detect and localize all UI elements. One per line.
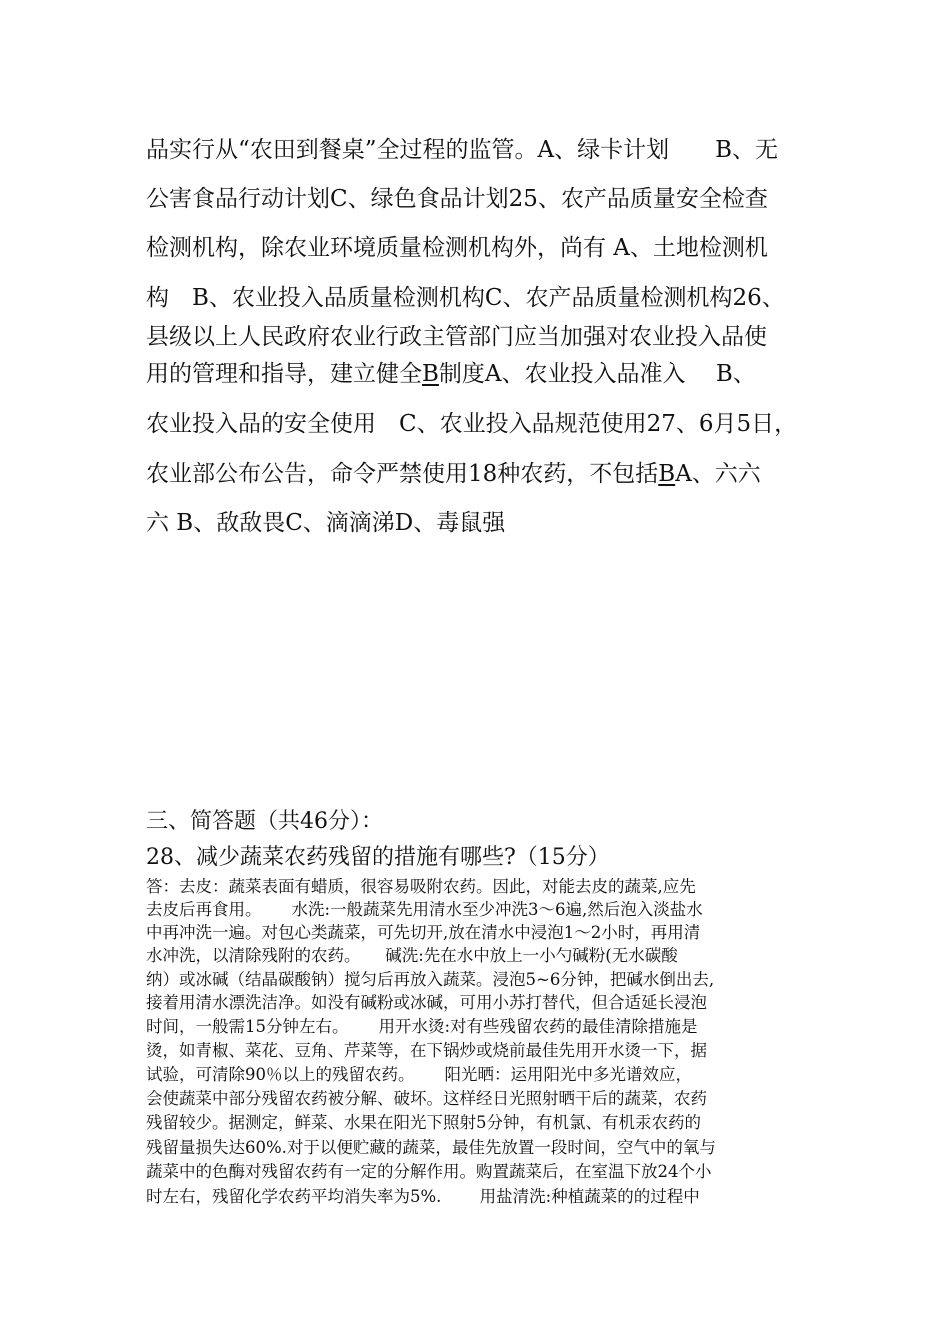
answer-blank-26: B bbox=[422, 361, 439, 387]
answer-line: 试验，可清除90％以上的残留农药。 阳光晒：运用阳光中多光谱效应， bbox=[146, 1065, 692, 1084]
question-line-1: 品实行从“农田到餐桌”全过程的监管。A、绿卡计划 B、无 bbox=[146, 137, 779, 163]
question-line-6-options: 制度A、农业投入品准入 B、 bbox=[438, 361, 756, 387]
question-line-3: 检测机构，除农业环境质量检测机构外，尚有 A、土地检测机 bbox=[146, 235, 768, 261]
question-line-2: 公害食品行动计划C、绿色食品计划25、农产品质量安全检查 bbox=[146, 186, 768, 212]
question-line-7: 农业投入品的安全使用 C、农业投入品规范使用27、6月5日， bbox=[146, 411, 798, 437]
answer-line: 水冲洗，以清除残附的农药。 碱洗:先在水中放上一小勺碱粉(无水碳酸 bbox=[146, 946, 678, 965]
question-line-6-text: 用的管理和指导，建立健全 bbox=[146, 361, 422, 387]
question-line-8-options: A、六六 bbox=[675, 461, 761, 487]
question-line-9: 六 B、敌敌畏C、滴滴涕D、毒鼠强 bbox=[146, 510, 506, 536]
question-line-8-text: 农业部公布公告，命令严禁使用18种农药，不包括 bbox=[146, 461, 659, 487]
question-line-8 bbox=[146, 459, 761, 489]
answer-line: 会使蔬菜中部分残留农药被分解、破坏。这样经日光照射晒干后的蔬菜，农药 bbox=[146, 1089, 707, 1108]
question-line-6 bbox=[146, 359, 756, 389]
answer-line: 时间，一般需15分钟左右。 用开水烫:对有些残留农药的最佳清除措施是 bbox=[146, 1017, 698, 1036]
answer-line: 蔬菜中的色酶对残留农药有一定的分解作用。购置蔬菜后，在室温下放24个小 bbox=[146, 1162, 712, 1181]
answer-line: 纳）或冰碱（结晶碳酸钠）搅匀后再放入蔬菜。浸泡5~6分钟，把碱水倒出去, bbox=[146, 970, 715, 989]
answer-line: 中再冲洗一遍。对包心类蔬菜，可先切开,放在清水中浸泡1～2小时，再用清 bbox=[146, 923, 701, 942]
answer-line: 接着用清水漂洗洁净。如没有碱粉或冰碱，可用小苏打替代，但合适延长浸泡 bbox=[146, 993, 707, 1012]
answer-line: 去皮后再食用。 水洗:一般蔬菜先用清水至少冲洗3～6遍,然后泡入淡盐水 bbox=[146, 900, 703, 919]
question-line-5: 县级以上人民政府农业行政主管部门应当加强对农业投入品使 bbox=[146, 324, 767, 350]
answer-line: 残留较少。据测定，鲜菜、水果在阳光下照射5分钟，有机氯、有机汞农药的 bbox=[146, 1113, 701, 1132]
answer-line: 残留量损失达60%.对于以便贮藏的蔬菜，最佳先放置一段时间，空气中的氧与 bbox=[146, 1138, 716, 1157]
answer-blank-27: B bbox=[658, 461, 676, 487]
answer-line: 答：去皮：蔬菜表面有蜡质，很容易吸附农药。因此，对能去皮的蔬菜,应先 bbox=[146, 877, 696, 896]
answer-line: 时左右，残留化学农药平均消失率为5%. 用盐清洗:种植蔬菜的的过程中 bbox=[146, 1187, 700, 1206]
question-line-4: 构 B、农业投入品质量检测机构C、农产品质量检测机构26、 bbox=[146, 285, 785, 311]
section-title: 三、简答题（共46分）： bbox=[146, 809, 383, 834]
question-28: 28、减少蔬菜农药残留的措施有哪些?（15分） bbox=[146, 845, 610, 870]
answer-line: 烫，如青椒、菜花、豆角、芹菜等，在下锅炒或烧前最佳先用开水烫一下，据 bbox=[146, 1041, 707, 1060]
